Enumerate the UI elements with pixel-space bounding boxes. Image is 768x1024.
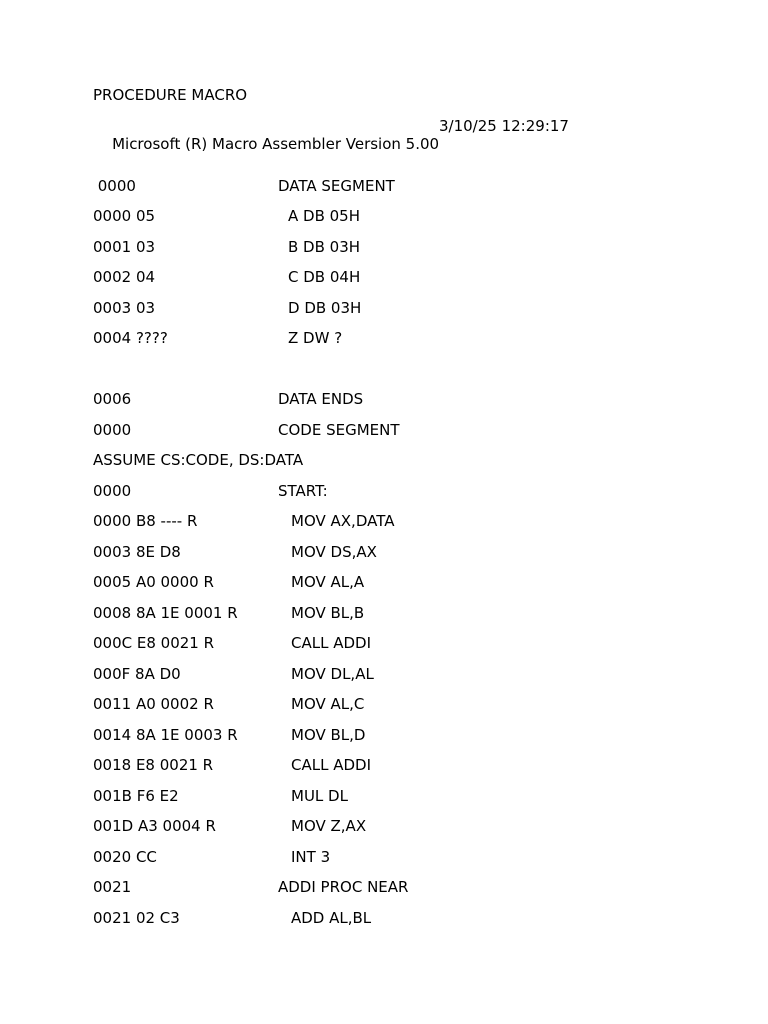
assembly-datetime: 3/10/25 12:29:17 (439, 117, 569, 135)
listing-instruction: MOV DS,AX (291, 543, 377, 561)
listing-line: ASSUME CS:CODE, DS:DATA (93, 451, 304, 469)
listing-instruction: MOV Z,AX (291, 817, 367, 835)
listing-line (93, 726, 693, 744)
listing-address: 0000 (93, 421, 132, 439)
listing-address: 0003 03 (93, 299, 156, 317)
listing-line (93, 390, 693, 408)
listing-instruction: D DB 03H (288, 299, 362, 317)
listing-line (93, 329, 693, 347)
listing-instruction: DATA ENDS (278, 390, 364, 408)
listing-line (93, 573, 693, 591)
listing-address: 0003 8E D8 (93, 543, 181, 561)
listing-line (93, 177, 693, 195)
listing-line (93, 482, 693, 500)
listing-instruction: MOV AX,DATA (291, 512, 395, 530)
listing-address: 0000 (93, 177, 136, 195)
listing-line (93, 634, 693, 652)
listing-address: 0011 A0 0002 R (93, 695, 214, 713)
listing-address: 0008 8A 1E 0001 R (93, 604, 238, 622)
listing-address: 0000 05 (93, 207, 156, 225)
listing-address: 001D A3 0004 R (93, 817, 216, 835)
listing-address: 0021 02 C3 (93, 909, 180, 927)
listing-line (93, 207, 693, 225)
listing-instruction: DATA SEGMENT (278, 177, 395, 195)
listing-instruction: CALL ADDI (291, 756, 372, 774)
listing-line (93, 756, 693, 774)
listing-address: 0018 E8 0021 R (93, 756, 214, 774)
listing-line (93, 421, 693, 439)
listing-address: 0021 (93, 878, 132, 896)
document-title: PROCEDURE MACRO (93, 86, 248, 104)
listing-address: 001B F6 E2 (93, 787, 179, 805)
assembler-header (93, 117, 693, 153)
listing-instruction: MUL DL (291, 787, 348, 805)
assembler-version: Microsoft (R) Macro Assembler Version 5.00 (112, 135, 440, 153)
listing-instruction: A DB 05H (288, 207, 361, 225)
listing-instruction: MOV BL,D (291, 726, 366, 744)
listing-instruction: MOV AL,A (291, 573, 365, 591)
listing-instruction: INT 3 (291, 848, 331, 866)
listing-address: 000C E8 0021 R (93, 634, 215, 652)
listing-address: 0002 04 (93, 268, 156, 286)
listing-instruction: C DB 04H (288, 268, 361, 286)
listing-line (93, 909, 693, 927)
listing-line (93, 665, 693, 683)
listing-address: 0020 CC (93, 848, 157, 866)
listing-line (93, 238, 693, 256)
listing-instruction: Z DW ? (288, 329, 343, 347)
listing-address: 0000 (93, 482, 132, 500)
listing-line (93, 848, 693, 866)
listing-address: 0014 8A 1E 0003 R (93, 726, 238, 744)
listing-line (93, 604, 693, 622)
listing-address: 0000 B8 ---- R (93, 512, 198, 530)
listing-instruction: START: (278, 482, 328, 500)
listing-line (93, 878, 693, 896)
listing-line (93, 543, 693, 561)
listing-address: 000F 8A D0 (93, 665, 181, 683)
listing-line (93, 512, 693, 530)
listing-line (93, 817, 693, 835)
listing-address: 0001 03 (93, 238, 156, 256)
listing-instruction: MOV BL,B (291, 604, 365, 622)
listing-instruction: MOV DL,AL (291, 665, 374, 683)
listing-instruction: MOV AL,C (291, 695, 365, 713)
listing-address: 0005 A0 0000 R (93, 573, 214, 591)
listing-instruction: CALL ADDI (291, 634, 372, 652)
listing-instruction: CODE SEGMENT (278, 421, 400, 439)
listing-line (93, 787, 693, 805)
listing-instruction: B DB 03H (288, 238, 361, 256)
listing-line (93, 695, 693, 713)
listing-address: 0004 ???? (93, 329, 168, 347)
listing-line (93, 268, 693, 286)
listing-instruction: ADDI PROC NEAR (278, 878, 409, 896)
listing-instruction: ADD AL,BL (291, 909, 372, 927)
listing-address: 0006 (93, 390, 132, 408)
listing-line (93, 299, 693, 317)
